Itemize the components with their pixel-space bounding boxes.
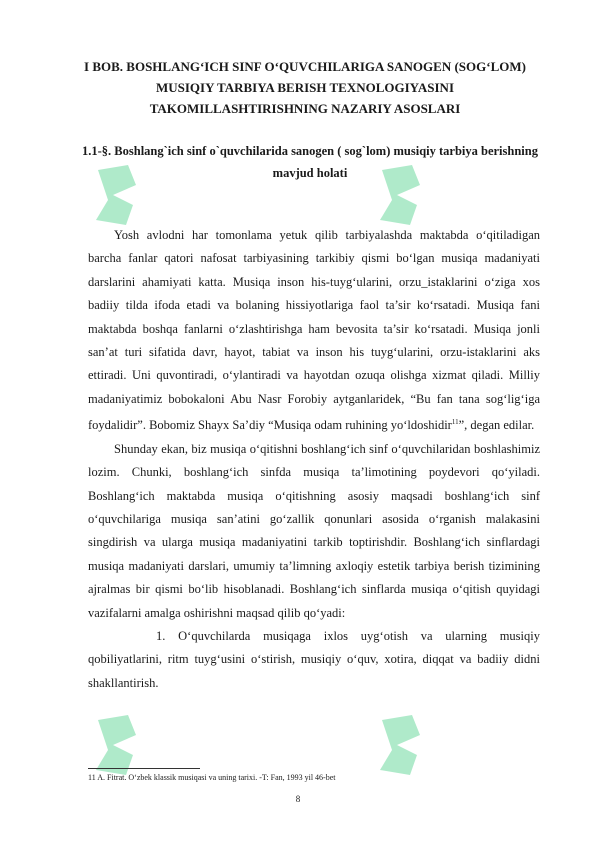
footnote-marker: 11 (451, 418, 459, 427)
paragraph: Shunday ekan, biz musiqa o‘qitishni boshlang‘ich sinf o‘quvchilaridan boshlashimiz lozim. Chunki, boshlang‘ich sinfda musiqa ta’limotining poydevori qo‘yiladi. Boshlang‘ich maktabda musiqa o‘qitishning asosiy maqsadi boshlang‘ich sinf o‘quvchilariga musiqa san’atini go‘zallik qonunlari asosida o‘rganish malakasini singdirish va ularga musiqa madaniyatini tarkib toptirishdir. Boshlang‘ich sinflardagi musiqa madaniyati darslari, umumiy ta’limning axloqiy estetik tarbiya berish tizimining ajralmas bir qismi bo‘lib hisoblanadi. Boshlang‘ich sinflarda musiqa o‘qitish quyidagi vazifalarni amalga oshirishni maqsad qilib qo‘yadi: (88, 441, 540, 620)
list-item: 1. O‘quvchilarda musiqaga ixlos uyg‘otish va ularning musiqiy qobiliyatlarini, ritm tuyg‘usini o‘stirish, musiqiy o‘quv, xotira, diqqat va badiiy didni shakllantirish. (88, 629, 540, 690)
chapter-title: I BOB. BOSHLANG‘ICH SINF O‘QUVCHILARIGA SANOGEN (SOG‘LOM) MUSIQIY TARBIYA BERISH TEXNOLOGIYASINI TAKOMILLASHTIRISHNING NAZARIY ASOSLARI (84, 59, 526, 116)
section-title: 1.1-§. Boshlang`ich sinf o`quvchilarida sanogen ( sog`lom) musiqiy tarbiya berishning mavjud holati (82, 144, 538, 180)
page-number: 8 (295, 794, 301, 804)
watermark-logo (88, 710, 148, 780)
watermark-logo (372, 710, 432, 780)
footnote: 11 A. Fitrat. O‘zbek klassik musiqasi va uning tarixi. -T: Fan, 1993 yil 46-bet (88, 773, 336, 782)
paragraph: Yosh avlodni har tomonlama yetuk qilib tarbiyalashda maktabda o‘qitiladigan barcha fanlar qatori nafosat tarbiyasining tarkibiy qismi bo‘lgan musiqa madaniyati darslarini ahamiyati katta. Musiqa inson his-tuyg‘ularini, orzu_istaklarini o‘ziga xos badiiy tilda ifoda etadi va bolaning hissiyotlariga faol ta’sir ko‘rsatadi. Musiqa fani maktabda boshqa fanlarni o‘zlashtirishga ham bevosita ta’sir ko‘rsatadi. Musiqa jonli san’at turi sifatida davr, hayot, tabiat va inson his tuyg‘ularini, orzu-istaklarini aks ettiradi. Uni quvontiradi, o‘ylantiradi va hayotdan ozuqa olishga xizmat qiladi. Milliy madaniyatimiz bobokaloni Abu Nasr Forobiy aytganlaridek, “Bu fan tana sog‘lig‘iga foydalidir”. Bobomiz Shayx Sa’diy “Musiqa odam ruhining yo‘ldoshidir$^{11}$”, degan edilar. (88, 228, 540, 433)
footnote-divider (88, 768, 200, 769)
body-text (88, 224, 540, 695)
